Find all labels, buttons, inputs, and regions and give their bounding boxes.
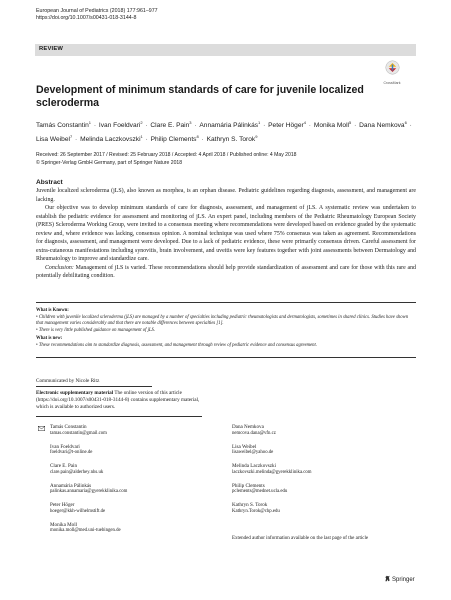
crossmark-label: CrossMark — [383, 81, 401, 85]
doi-link[interactable]: https://doi.org/10.1007/s00431-018-3144-8 — [36, 15, 137, 21]
contact-name: Kathryn S. Torok — [232, 502, 268, 508]
author-separator: · — [261, 122, 268, 130]
author-name[interactable]: Lisa Weibel — [36, 135, 70, 143]
affiliation-marker: 5 — [349, 120, 352, 125]
contact-name: Annamária Pálinkás — [50, 482, 92, 489]
contact-email[interactable]: foeldvari@t-online.de — [50, 450, 93, 456]
affiliation-marker: 1 — [88, 120, 92, 125]
contact-email[interactable]: monika.moll@med.uni-tuebingen.de — [50, 528, 121, 534]
abstract-heading: Abstract — [36, 179, 63, 186]
article-title: Development of minimum standards of care for juvenile localized scleroderma — [36, 84, 364, 109]
affiliation-marker: 4 — [303, 120, 306, 125]
affiliation-marker: 9 — [255, 133, 258, 139]
contact-email[interactable]: laczkovszki.melinda@gyerekklinika.com — [232, 469, 312, 475]
contact-entry — [232, 424, 276, 437]
divider — [36, 416, 202, 417]
divider — [36, 302, 416, 303]
author-name[interactable]: Dana Nemkova — [359, 122, 405, 130]
affiliation-marker: 6 — [404, 120, 407, 125]
contact-name: Philip Clements — [232, 482, 265, 489]
contact-email[interactable]: palinkas.annamaria@gyerekklinika.com — [50, 489, 128, 495]
contact-email[interactable]: pclements@mednet.ucla.edu — [232, 489, 288, 495]
history-dates: Received: 26 September 2017 / Revised: 25 February 2018 / Accepted: 4 April 2018 / Published online: 4 May 2018 — [36, 152, 297, 158]
divider — [36, 357, 416, 358]
abstract-body — [36, 187, 416, 281]
conclusion-text: Management of jLS is varied. These recommendations should help provide standardization of assessment and care for those with this rare and potentially debilitating condition. — [36, 264, 416, 279]
contact-entry — [232, 444, 273, 457]
affiliation-marker: 1 — [140, 133, 143, 139]
contact-email[interactable]: hoeger@kkh-wilhelmstift.de — [50, 508, 106, 514]
contact-name: Clare E. Pain — [50, 463, 78, 469]
abstract-conclusion — [36, 264, 416, 281]
author-separator: · — [92, 122, 98, 130]
contact-email[interactable]: lisaweibel@yahoo.de — [232, 450, 274, 456]
copyright: © Springer-Verlag GmbH Germany, part of Springer Nature 2018 — [36, 159, 183, 166]
contact-email[interactable]: clare.pain@alderhey.nhs.uk — [50, 469, 104, 475]
contact-name: Ivan Foeldvari — [50, 443, 80, 450]
author-separator: · — [192, 122, 199, 130]
contact-email[interactable]: nemcova.dana@vfn.cz — [232, 430, 276, 436]
crossmark-badge[interactable] — [372, 60, 412, 85]
communicated-by: Communicated by Nicole Ritz — [36, 378, 100, 384]
contact-email[interactable]: Kathryn.Torok@chp.edu — [232, 508, 280, 514]
abstract-paragraph: Our objective was to develop minimum standards of care for diagnosis, assessment, and management of jLS. A systematic review was undertaken to establish the pediatric evidence for assessment and monitoring of jLS. An expert panel, including members of the Pediatric Rheumatology European Society (PRES) Scleroderma Working Group, were invited to a consensus meeting where recommendations were developed based on evidence graded by the systematic review and, where evidence was lacking, consensus opinion. A nominal technique was used where 75% consensus was taken as agreement. Recommendations for diagnosis, assessment, and management were developed. Due to a lack of pediatric evidence, these were primarily consensus driven. Careful assessment for extra-cutaneous manifestations including synovitis, brain involvement, and uveitis were key features together with joint assessments between Dermatology and Rheumatology to improve and standardize care. — [36, 205, 416, 262]
author-separator: · — [143, 135, 150, 143]
author-separator: · — [73, 135, 80, 143]
abstract-paragraph: Juvenile localized scleroderma (jLS), also known as morphea, is an orphan disease. Pediatric guidelines regarding diagnosis, assessment, and management are lacking. — [36, 188, 416, 203]
author-name[interactable]: Tamás Constantin — [36, 122, 89, 130]
key-points-box — [36, 306, 416, 350]
author-separator: · — [306, 122, 313, 130]
envelope-icon — [38, 426, 45, 431]
author-name[interactable]: Peter Höger — [268, 122, 304, 130]
affiliation-marker: 7 — [69, 133, 73, 139]
springer-horse-icon — [384, 575, 391, 582]
publication-dates — [36, 152, 416, 167]
author-list — [36, 118, 416, 145]
contact-entry — [50, 522, 121, 535]
author-name[interactable]: Clare E. Pain — [150, 122, 190, 130]
contact-name: Lisa Weibel — [232, 443, 257, 450]
divider — [36, 386, 152, 387]
contact-name: Melinda Laczkovszki — [232, 463, 276, 469]
esm-label: Electronic supplementary material — [36, 390, 114, 396]
contact-entry — [232, 463, 312, 476]
extended-info-note: Extended author information available on the last page of the article — [232, 536, 369, 541]
section-band — [35, 44, 416, 56]
author-name[interactable]: Monika Moll — [313, 122, 350, 130]
known-bullet: • Children with juvenile localized scleroderma (jLS) are managed by a number of specialties including pediatric rheumatologists and dermatologists, sometimes in shared clinics. Studies have shown that management varies considerably and that there are notable differences between specialties [1]. — [36, 314, 409, 327]
affiliation-marker: 8 — [196, 133, 199, 139]
known-bullet: • There is very little published guidance on management of jLS. — [36, 327, 156, 333]
contact-entry — [232, 483, 287, 496]
publisher-name: Springer — [392, 577, 415, 583]
conclusion-label: Conclusion: — [45, 264, 74, 271]
supplementary-note — [36, 390, 201, 411]
affiliation-marker: 1 — [258, 120, 261, 125]
section-label: REVIEW — [39, 46, 64, 52]
contact-entry — [50, 502, 105, 515]
author-separator: · — [407, 122, 412, 130]
contact-email[interactable]: tamas.constantin@gmail.com — [50, 430, 107, 436]
author-name[interactable]: Philip Clements — [150, 135, 197, 143]
contact-entry — [50, 444, 92, 457]
journal-header — [36, 8, 158, 22]
journal-citation: European Journal of Pediatrics (2018) 177:961–977 — [36, 8, 158, 14]
author-name[interactable]: Melinda Laczkovszki — [80, 135, 141, 143]
known-heading: What is Known: — [36, 308, 69, 313]
esm-text: The online version of this article (https://doi.org/10.1007/s00431-018-3144-8) contains supplementary material, which is available to authorized users. — [36, 390, 200, 410]
contact-entry — [50, 483, 127, 496]
affiliation-marker: 2 — [140, 120, 143, 125]
author-name[interactable]: Kathryn S. Torok — [206, 135, 256, 143]
new-bullet: • These recommendations aim to standardize diagnosis, assessment, and management through review of pediatric evidence and consensus agreement. — [36, 342, 317, 348]
contact-entry — [232, 502, 280, 515]
author-separator: · — [143, 122, 150, 130]
author-separator: · — [352, 122, 359, 130]
publisher-logo — [384, 575, 415, 583]
contact-name: Tamás Constantin — [50, 424, 87, 430]
contact-entry — [50, 463, 103, 476]
affiliation-marker: 3 — [189, 120, 192, 125]
contact-entry — [50, 424, 107, 437]
new-heading: What is new: — [36, 336, 63, 342]
contact-name: Dana Nemkova — [232, 424, 264, 430]
contact-name: Monika Moll — [50, 521, 78, 528]
author-name[interactable]: Annamária Pálinkás — [199, 122, 259, 130]
contact-name: Peter Höger — [50, 502, 75, 508]
author-separator: · — [199, 135, 206, 143]
crossmark-icon — [385, 60, 400, 75]
author-name[interactable]: Ivan Foeldvari — [98, 122, 141, 130]
